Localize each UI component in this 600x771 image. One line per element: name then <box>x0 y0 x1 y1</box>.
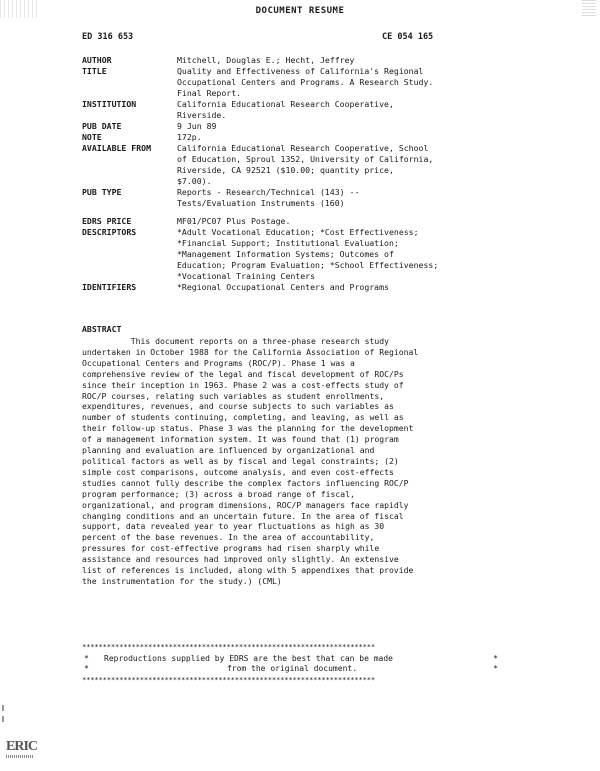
abstract-body: This document reports on a three-phase research study undertaken in October 1988 for the California Association of Regional Occupational Centers and Programs (ROC/P). Phase 1 was a comprehensive review of the legal and fiscal development of ROC/Ps since their inception in 1963. Phase 2 was a cost-effects study of ROC/P courses, relating such variables as student enrollments, expenditures, revenues, and course subjects to such variables as number of students continuing, completing, and leaving, as well as their follow-up status. Phase 3 was the planning for the development of a management information system. It was found that (1) program planning and evaluation are influenced by organizational and political factors as well as by fiscal and legal constraints; (2) simple cost comparisons, outcome analysis, and even cost-effects studies cannot fully describe the complex factors influencing ROC/P program performance; (3) across a broad range of fiscal, organizational, and program dimensions, ROC/P managers face rapidly changing conditions and an uncertain future. In the area of fiscal support, data revealed year to year fluctuations as high as 30 percent of the base revenues. In the area of accountability, pressures for cost-effective programs had risen sharply while assistance and resources had improved only slightly. An extensive list of references is included, along with 5 appendixes that provide the instrumentation for the study.) (CML) <box>82 336 419 586</box>
field-label: NOTE <box>82 132 102 142</box>
reproduction-notice <box>82 642 502 685</box>
field-value: California Educational Research Cooperative, Riverside. <box>177 99 394 120</box>
field-institution <box>82 99 502 121</box>
document-title: DOCUMENT RESUME <box>255 6 345 16</box>
scan-mark <box>2 716 4 722</box>
ed-number: ED 316 653 <box>82 32 134 42</box>
eric-logo-underline <box>6 755 34 758</box>
field-value: California Educational Research Cooperative, School of Education, Sproul 1352, University of California, Riverside, CA 92521 ($10.00; quantity price, $7.00). <box>177 143 434 186</box>
field-value: Quality and Effectiveness of California's Regional Occupational Centers and Programs. A Research Study. Final Report. <box>177 66 434 98</box>
field-value: MF01/PC07 Plus Postage. <box>177 216 291 226</box>
field-value: *Adult Vocational Education; *Cost Effectiveness; *Financial Support; Institutional Evaluation; *Management Information Systems; Outcomes of Education; Program Evaluation; *School Effectiveness; *Vocational Training Centers <box>177 227 439 281</box>
field-value: 9 Jun 89 <box>177 121 217 131</box>
field-label: PUB DATE <box>82 121 122 131</box>
star-mark: * <box>84 653 89 663</box>
metadata-fields <box>82 55 502 293</box>
field-author <box>82 55 502 66</box>
field-label: TITLE <box>82 66 107 76</box>
field-identifiers <box>82 282 502 293</box>
field-label: INSTITUTION <box>82 99 137 109</box>
star-mark: * <box>493 663 498 673</box>
notice-line-1: Reproductions supplied by EDRS are the best that can be made <box>104 653 393 663</box>
field-label: AUTHOR <box>82 55 112 65</box>
field-label: PUB TYPE <box>82 187 122 197</box>
ce-number: CE 054 165 <box>382 32 434 42</box>
field-value: Reports - Research/Technical (143) -- Tests/Evaluation Instruments (160) <box>177 187 360 208</box>
abstract-heading: ABSTRACT <box>82 324 122 334</box>
field-value: Mitchell, Douglas E.; Hecht, Jeffrey <box>177 55 355 65</box>
field-label: DESCRIPTORS <box>82 227 137 237</box>
star-border-top: *********************************************************************** <box>82 642 376 651</box>
star-mark: * <box>84 663 89 673</box>
field-title <box>82 66 502 99</box>
field-value: 172p. <box>177 132 202 142</box>
field-descriptors <box>82 227 502 282</box>
field-available-from <box>82 143 502 187</box>
field-value: *Regional Occupational Centers and Programs <box>177 282 389 292</box>
eric-logo-text: ERIC <box>6 739 38 754</box>
eric-logo <box>6 735 38 763</box>
field-label: EDRS PRICE <box>82 216 132 226</box>
field-pub-date <box>82 121 502 132</box>
field-label: AVAILABLE FROM <box>82 143 152 153</box>
field-edrs-price <box>82 216 502 227</box>
scan-mark <box>2 705 4 711</box>
field-label: IDENTIFIERS <box>82 282 137 292</box>
field-pub-type <box>82 187 502 209</box>
star-border-bottom: *********************************************************************** <box>82 674 376 684</box>
notice-body <box>82 653 502 675</box>
notice-line-2: from the original document. <box>226 663 358 673</box>
star-mark: * <box>493 653 498 663</box>
field-note <box>82 132 502 143</box>
